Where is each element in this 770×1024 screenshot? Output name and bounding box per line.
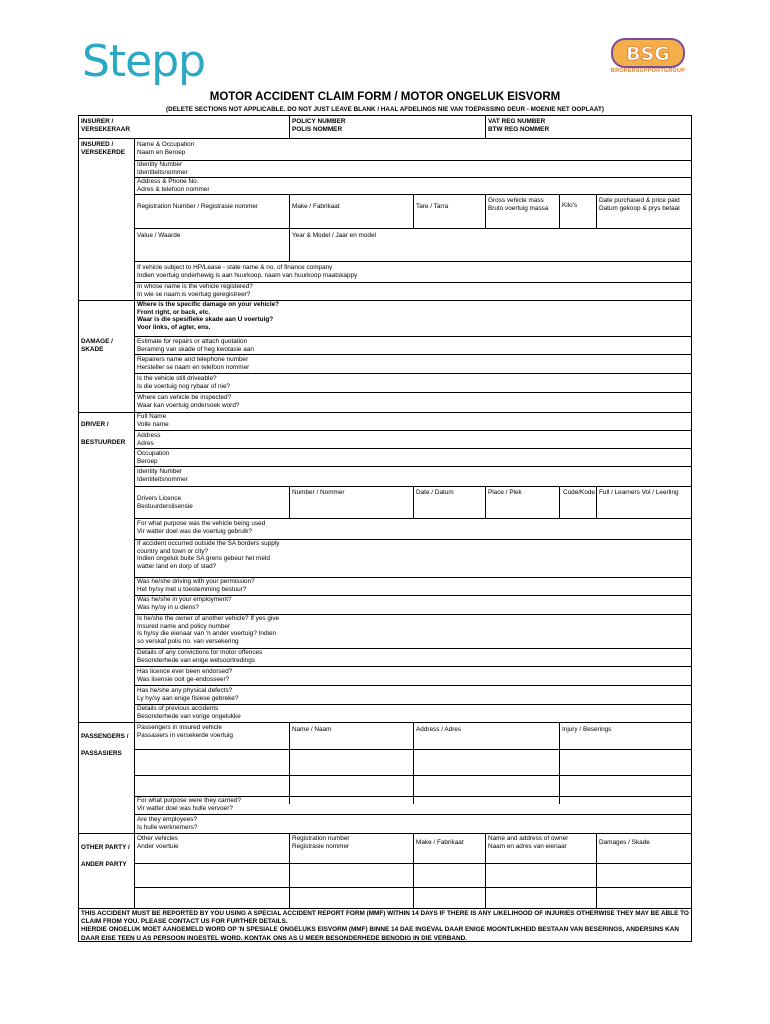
- column-divider: [485, 116, 486, 138]
- column-divider: [289, 116, 290, 138]
- bsg-caption: BROKERSUPPORTGROUP: [610, 68, 686, 74]
- column-divider: [413, 722, 414, 804]
- address-phone-label: Address & Phone No. Adres & telefoon nommer: [137, 178, 210, 193]
- employees-label: Are they employees? Is hulle werknemers?: [137, 816, 198, 831]
- year-model-label: Year & Model / Jaar en model: [292, 232, 376, 239]
- occupation-label: Occupation Beroep: [137, 450, 170, 465]
- inspection-label: Where can vehicle be inspected? Waar kan voertuig ondersoek word?: [137, 394, 240, 409]
- licence-place-label: Place / Plek: [488, 489, 522, 496]
- rule: [134, 228, 691, 229]
- other-vehicle-owner-label: Is he/she the owner of another vehicle? If yes give Insured name and policy number Is hy/sy die eienaar van 'n ander voertuig? Indien so verskaf polis no. van versekering: [137, 615, 280, 645]
- date-purchased-label: Date purchased & price paid Datum gekoop & prys betaal: [599, 197, 680, 212]
- rule: [134, 430, 691, 431]
- employment-label: Was he/she in your employment? Was hy/sy in u diens?: [137, 596, 232, 611]
- column-divider: [413, 194, 414, 228]
- column-divider: [559, 194, 560, 228]
- rule: [134, 518, 691, 519]
- registration-number-label: Registration Number / Registrasie nommer: [137, 203, 259, 210]
- reporting-notice-english: THIS ACCIDENT MUST BE REPORTED BY YOU USING A SPECIAL ACCIDENT REPORT FORM (MMF) WITHIN 14 DAYS IF THERE IS ANY LIKELIHOOD OF INJURIES OTHERWISE THEY MAY BE ABLE TO CLAIM FROM YOU. PLEASE CONTACT US FOR FURTHER DETAILS.: [81, 910, 689, 926]
- specific-damage-label: Where is the specific damage on your vehicle? Front right, or back, etc. Waar is die spesifieke skade aan U voertuig? Voor links, of agter, ens.: [137, 301, 280, 331]
- rule-insured: [79, 138, 691, 139]
- damage-label: DAMAGE / SKADE: [81, 338, 113, 353]
- form-title: MOTOR ACCIDENT CLAIM FORM / MOTOR ONGELUK EISVORM: [209, 91, 561, 103]
- hp-lease-label: If vehicle subject to HP/Lease - state name & no. of finance company Indien voertuig onderhewig is aan huurkoop, naam van huurkoop maatskappy: [137, 264, 358, 279]
- rule: [134, 448, 691, 449]
- reporting-notice: [81, 910, 689, 943]
- repairers-label: Repairers name and telephone number Hersteller se naam en telefoon nommer: [137, 356, 250, 371]
- rule: [134, 177, 691, 178]
- licence-type-label: Full / Learners Vol / Leerling: [599, 489, 679, 496]
- outside-sa-label: If accident occurred outside the SA borders supply country and town or city? Indien ongeluk buite SA grens gebeur het meld watter land en dorp of stad?: [137, 540, 280, 570]
- column-divider: [596, 486, 597, 518]
- other-party-label: OTHER PARTY /: [81, 844, 130, 851]
- column-divider: [485, 833, 486, 908]
- kilos-label: Kilo's: [562, 202, 578, 209]
- licence-date-label: Date / Datum: [416, 489, 454, 496]
- passengers-label: PASSENGERS /: [81, 733, 129, 740]
- passenger-address-label: Address / Adres: [416, 726, 462, 733]
- rule: [134, 466, 691, 467]
- claim-form: [78, 115, 692, 942]
- convictions-label: Details of any convictions for motor offences Besonderhede van enige wetsoortredings: [137, 649, 263, 664]
- name-occupation-label: Name & Occupation Naam en Beroep: [137, 141, 195, 156]
- column-divider: [559, 722, 560, 804]
- estimate-label: Estimate for repairs or attach quotation Beraming van skade of heg kwotasie aan: [137, 338, 254, 353]
- column-divider: [413, 833, 414, 908]
- form-subtitle: (DELETE SECTIONS NOT APPLICABLE. DO NOT JUST LEAVE BLANK / HAAL AFDELINGS NIE VAN TOEPASSING DEUR - MOENIE NET OOPLAAT): [166, 106, 604, 113]
- bsg-logo: [608, 38, 688, 82]
- vehicle-purpose-label: For what purpose was the vehicle being used Vir watter doel was die voertuig gebruik?: [137, 520, 266, 535]
- column-divider: [289, 486, 290, 518]
- endorsed-label: Has licence ever been endorsed? Was lisensie ooit ge-endosseer?: [137, 668, 233, 683]
- column-divider: [413, 486, 414, 518]
- stepp-logo: [82, 38, 222, 88]
- column-divider: [485, 486, 486, 518]
- column-divider: [596, 833, 597, 908]
- rule: [134, 261, 691, 262]
- passengers-in-vehicle-label: Passengers in insured vehicle Passasiers in versekerde voertuig: [137, 724, 233, 739]
- value-label: Value / Waarde: [137, 232, 181, 239]
- passenger-purpose-label: For what purpose were they carried? Vir watter doel was hulle vervoer?: [137, 797, 242, 812]
- column-divider: [134, 138, 135, 908]
- bsg-badge-text: BSG: [626, 43, 670, 65]
- bsg-badge-icon: [611, 38, 685, 68]
- tare-label: Tare / Tarra: [416, 203, 449, 210]
- policy-number-label: POLICY NUMBER POLIS NOMMER: [292, 118, 346, 133]
- driveable-label: Is the vehicle still driveable? Is die voertuig nog rybaar of nie?: [137, 375, 231, 390]
- driver-identity-label: Identity Number Identiteitsnommer: [137, 468, 188, 483]
- damages-label: Damages / Skade: [599, 839, 650, 846]
- rule: [134, 685, 691, 686]
- other-make-label: Make / Fabrikaat: [416, 839, 464, 846]
- reporting-notice-afrikaans: HIERDIE ONGELUK MOET AANGEMELD WORD OP 'N SPESIALE ONGELUKS EISVORM (MMF) BINNE 14 DAE INGEVAL DAAR ENIGE MOONTLIKHEID BESTAAN VAN BESERINGS, ANDERSINS KAN DAAR EISE TEEN U AS PERSOON INGESTEL WORD. KONTAK ONS AS U MEER BESONDERHEDE BENODIG IN DIE VERBAND.: [81, 926, 680, 942]
- ander-party-label: ANDER PARTY: [81, 861, 127, 868]
- column-divider: [485, 194, 486, 228]
- insurer-label: INSURER / VERSEKERAAR: [81, 118, 131, 133]
- rule-driver: [79, 412, 691, 413]
- rule: [134, 354, 691, 355]
- column-divider: [289, 722, 290, 804]
- permission-label: Was he/she driving with your permission? Het hy/sy met u toestemming bestuur?: [137, 578, 255, 593]
- rule: [134, 336, 691, 337]
- registered-name-label: In whose name is the vehicle registered? In wie se naam is voertuig geregistreer?: [137, 283, 253, 298]
- insured-label: INSURED / VERSEKERDE: [81, 141, 126, 156]
- rule: [134, 392, 691, 393]
- make-label: Make / Fabrikaat: [292, 203, 340, 210]
- column-divider: [559, 486, 560, 518]
- passenger-name-label: Name / Naam: [292, 726, 332, 733]
- other-registration-label: Registration number Registrasie nommer: [292, 835, 350, 850]
- gross-vehicle-mass-label: Gross vehicle mass Bruto voertuig massa: [488, 197, 549, 212]
- vat-number-label: VAT REG NUMBER BTW REG NOMMER: [488, 118, 550, 133]
- rule-footer: [79, 908, 691, 909]
- stepp-logo-text: Stepp: [82, 36, 206, 87]
- drivers-licence-label: Drivers Licence Bestuurderslisensie: [137, 495, 193, 510]
- rule: [134, 160, 691, 161]
- rule: [134, 666, 691, 667]
- rule: [134, 373, 691, 374]
- passenger-injury-label: Injury / Beserings: [562, 726, 612, 733]
- driver-label: DRIVER /: [81, 421, 109, 428]
- driver-address-label: Address Adres: [137, 432, 161, 447]
- rule-other-party: [79, 833, 691, 834]
- owner-name-address-label: Name and address of owner Naam en adres van eienaar: [488, 835, 569, 850]
- licence-number-label: Number / Nommer: [292, 489, 345, 496]
- physical-defects-label: Has he/she any physical defects? Ly hy/sy aan enige fisiese gebreke?: [137, 687, 239, 702]
- column-divider: [289, 833, 290, 908]
- bestuurder-label: BESTUURDER: [81, 439, 126, 446]
- identity-number-label: Identity Number Identiteitsnommer: [137, 161, 188, 176]
- licence-code-label: Code/Kode: [563, 489, 595, 496]
- passasiers-label: PASSASIERS: [81, 750, 122, 757]
- full-name-label: Full Name Volle name: [137, 413, 169, 428]
- other-vehicles-label: Other vehicles Ander voertuie: [137, 835, 179, 850]
- column-divider: [596, 194, 597, 228]
- rule-passengers: [79, 722, 691, 723]
- previous-accidents-label: Details of previous accidents Besonderhede van vorige ongelukke: [137, 705, 241, 720]
- column-divider: [289, 194, 290, 261]
- rule: [134, 814, 691, 815]
